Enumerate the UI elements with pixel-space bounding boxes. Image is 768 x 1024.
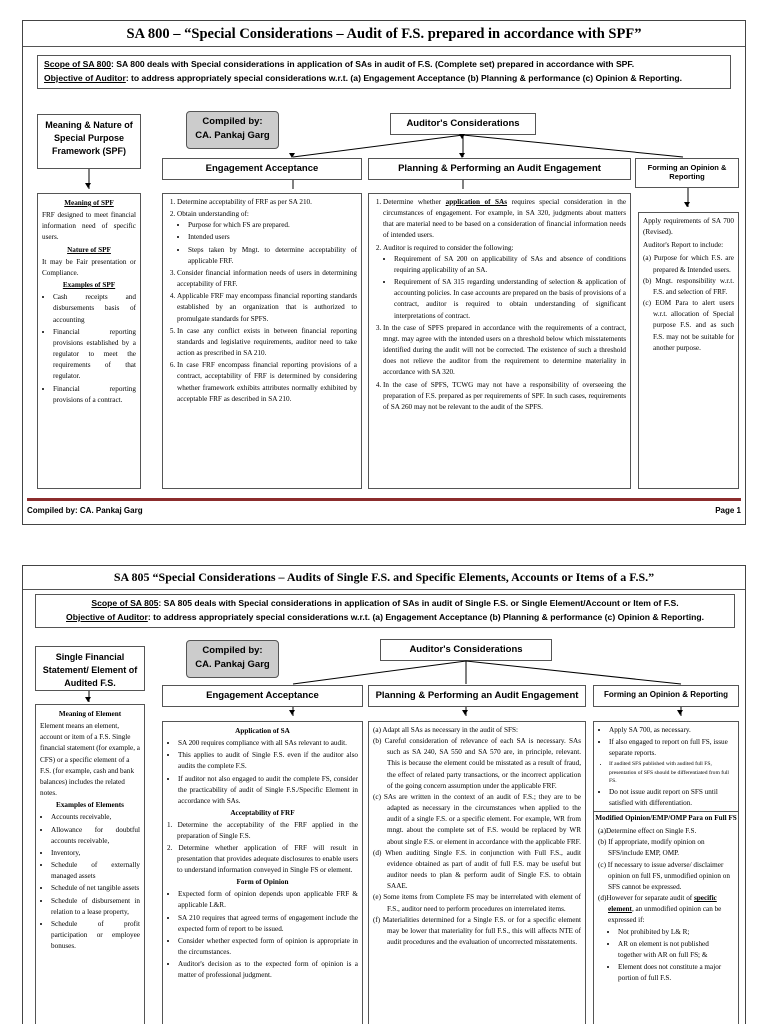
list-item xyxy=(373,736,581,792)
compiled-name: CA. Pankaj Garg xyxy=(195,659,270,671)
list-item-text: Purpose for which F.S. are prepared & Intended users. xyxy=(653,254,734,274)
list-item: • Auditor's decision as to the expected form of opinion is a matter of professional judgment. xyxy=(178,959,358,981)
objective-text: : to address appropriately special considerations w.r.t. (a) Engagement Acceptance (b) Planning & performance (c) Opinion & Reporting. xyxy=(147,611,704,622)
scope-text: : SA 800 deals with Special considerations in application of SAs in audit of F.S. (Complete set) prepared in accordance with SPF. xyxy=(111,59,635,69)
list-item: 4. In the case of SPFS, TCWG may not have a responsibility of overseeing the preparation of F.S. prepared as per requirements of SPF. In such cases, requirements of SA 260 may not be relevant to the audit of the SPFS. xyxy=(383,380,626,413)
list-item: • SA 210 requires that agreed terms of engagement include the expected form of report to be issued. xyxy=(178,913,358,935)
list-letter: (b) xyxy=(373,737,382,746)
spf-meaning-column xyxy=(37,193,141,489)
col-head-planning: Planning & Performing an Audit Engagement xyxy=(368,158,631,180)
list-item: • Intended users xyxy=(188,232,357,243)
list-letter: (d) xyxy=(598,894,607,903)
col-head-planning: Planning & Performing an Audit Engagement xyxy=(368,685,586,707)
list-item-text: If appropriate, modify opinion on SFS/include EMP, OMP. xyxy=(608,838,705,858)
list-letter: (c) xyxy=(598,860,606,869)
acceptance-column xyxy=(162,193,362,489)
list-item: • Purpose for which FS are prepared. xyxy=(188,220,357,231)
list-letter: (d) xyxy=(373,848,382,857)
list-item: • AR on element is not published together with AR on full FS; & xyxy=(618,939,734,961)
list-item: • Element does not constitute a major portion of full F.S. xyxy=(618,962,734,984)
arrow-down-icon xyxy=(289,153,295,158)
opinion-report: Auditor's Report to include: xyxy=(643,241,724,250)
list-item: 1. Determine acceptability of FRF as per SA 210. xyxy=(177,197,357,208)
list-letter: (e) xyxy=(373,893,381,902)
list-item: • If also engaged to report on full FS, issue separate reports. xyxy=(609,737,734,759)
list-item-text: Determine effect on Single F.S. xyxy=(605,827,697,836)
list-item-text: requires special consideration in the circumstances of engagement. For example, in SA 320, judgments about matters that are material need to be based on a consideration of financial information needs of intended users. xyxy=(383,198,627,240)
col-head-opinion: Forming an Opinion & Reporting xyxy=(593,685,739,707)
arrow-down-icon xyxy=(289,710,295,715)
frf-head: Acceptability of FRF xyxy=(230,809,295,818)
list-item: • Cash receipts and disbursements basis of accounting xyxy=(53,292,136,325)
modified-head: Modified Opinion/EMP/OMP Para on Full FS xyxy=(594,811,738,824)
list-item: • Schedule of net tangible assets xyxy=(51,883,140,894)
footer-compiled: Compiled by: CA. Pankaj Garg xyxy=(27,506,143,515)
list-item xyxy=(383,243,626,322)
nature-text: It may be Fair presentation or Compliance. xyxy=(42,257,136,277)
list-item xyxy=(383,197,626,242)
list-item-emphasis: specific element xyxy=(608,894,717,914)
acceptance-column xyxy=(162,721,363,1024)
list-letter: (a) xyxy=(643,254,651,263)
list-item-text: However for separate audit of xyxy=(606,894,693,903)
objective-text: : to address appropriately special considerations w.r.t. (a) Engagement Acceptance (b) Planning & performance (c) Opinion & Reporting. xyxy=(125,72,682,83)
list-item-text: Some items from Complete FS may be interrelated with element of F.S., auditor need to perform procedures on interrelated items. xyxy=(383,893,581,913)
page-2 xyxy=(22,565,746,1024)
list-item-text: SAs are written in the context of an audit of F.S.; they are to be adapted as necessary in the circumstances when applied to the audit of a single F.S. or a specific element. For example, WR from mngt. about the complete set of F.S. would be replaced by WR about single F.S. or element in accordance with the applicable FRF. xyxy=(383,792,582,846)
list-item xyxy=(643,253,734,275)
scope-label: Scope of SA 800 xyxy=(44,59,112,69)
list-item-text: Determine whether xyxy=(383,198,442,206)
list-letter: (f) xyxy=(373,915,381,924)
list-item xyxy=(598,860,734,893)
list-item: • Schedule of profit participation or employee bonuses. xyxy=(51,919,140,952)
list-item xyxy=(598,837,734,859)
col-head-opinion: Forming an Opinion & Reporting xyxy=(635,158,739,188)
list-item: 6. In case FRF encompass financial reporting provisions of a contract, acceptability of FRF is determined by considering whether framework exhibits attributes normally exhibited by acceptable FRF as described in SA 210. xyxy=(177,360,357,405)
list-item: • Expected form of opinion depends upon applicable FRF & applicable L&R. xyxy=(178,889,358,911)
list-item-text: Auditor is required to consider the following: xyxy=(383,243,514,252)
page-title: SA 800 – “Special Considerations – Audit of F.S. prepared in accordance with SPF” xyxy=(126,26,642,42)
list-letter: (c) xyxy=(643,299,651,308)
list-item xyxy=(643,298,734,354)
list-item: • Not prohibited by L& R; xyxy=(618,927,734,938)
list-item: • If auditor not also engaged to audit the complete FS, consider the practicability of audit of Single F.S./Specific Element in accordance with SAs. xyxy=(178,774,358,807)
list-item: • Do not issue audit report on SFS until satisfied with differentiation. xyxy=(609,787,734,809)
list-item xyxy=(373,725,581,736)
meaning-head: Meaning of SPF xyxy=(64,199,114,207)
planning-column xyxy=(368,193,631,489)
list-item: 4. Applicable FRF may encompass financial reporting standards established by an organization that is authorized to promulgate standards for SPFS. xyxy=(177,291,357,324)
list-item: • Inventory, xyxy=(51,848,140,859)
auditors-considerations-box: Auditor's Considerations xyxy=(380,639,552,661)
list-item-text: When auditing Single F.S. in conjunction with Full F.S., audit evidence obtained as part of audit of full F.S. may be useful but auditor needs to plan & perform audit of Single F.S. to obtain SAAE. xyxy=(385,848,581,891)
form-head: Form of Opinion xyxy=(236,878,289,887)
list-letter: (b) xyxy=(643,276,652,285)
element-meaning-column xyxy=(35,704,145,1024)
list-item: • Financial reporting provisions established by a regulator to meet the requirements of that regulator. xyxy=(53,327,136,383)
list-item xyxy=(373,848,581,893)
scope-label: Scope of SA 805 xyxy=(91,598,159,608)
list-item: 1. Determine the acceptability of the FRF applied in the preparation of Single F.S. xyxy=(167,821,358,841)
list-item-text: Mngt. responsibility w.r.t. F.S. and selection of FRF. xyxy=(653,276,734,296)
list-item: • Schedule of disbursement in relation to a lease property, xyxy=(51,896,140,918)
planning-column xyxy=(368,721,586,1024)
list-item-text: , an unmodified opinion can be expressed if: xyxy=(608,905,722,925)
auditors-considerations-box: Auditor's Considerations xyxy=(390,113,536,135)
col-head-acceptance: Engagement Acceptance xyxy=(162,158,362,180)
list-item: 5. In case any conflict exists in between financial reporting standards and legislative requirements, auditor need to take action as prescribed in SA 210. xyxy=(177,326,357,359)
col-head-acceptance: Engagement Acceptance xyxy=(162,685,363,707)
footer-divider xyxy=(27,498,741,501)
list-letter: (b) xyxy=(598,838,607,847)
arrow-down-icon xyxy=(459,134,465,139)
list-letter: (c) xyxy=(373,792,381,801)
list-item: 3. Consider financial information needs of users in determining acceptability of FRF. xyxy=(177,268,357,290)
page-number: Page 1 xyxy=(715,506,741,515)
list-item: • Allowance for doubtful accounts receivable, xyxy=(51,825,140,847)
list-item-text: EOM Para to alert users w.r.t. allocation of Special purpose F.S. and as such F.S. may not be suitable for another purpose. xyxy=(653,299,735,352)
list-item: • Requirement of SA 200 on applicability of SAs and absence of conditions requiring applicability of an SA. xyxy=(394,254,626,276)
objective-label: Objective of Auditor xyxy=(44,72,126,83)
list-item: • Consider whether expected form of opinion is appropriate in the circumstances. xyxy=(178,936,358,958)
opinion-intro: Apply requirements of SA 700 (Revised). xyxy=(643,217,734,237)
compiled-name: CA. Pankaj Garg xyxy=(195,130,270,142)
list-item: 2. Determine whether application of FRF will result in presentation that provides adequate disclosures to enable users to understand information conveyed in Single FS or element. xyxy=(167,843,358,874)
list-item xyxy=(643,276,734,298)
list-item xyxy=(373,792,581,848)
arrow-down-icon xyxy=(85,183,91,188)
list-item: 3. In the case of SPFS prepared in accordance with the requirements of a contract, mngt. may agree with the intended users on a threshold below which misstatements identified during the audit will not be corrected. The existence of such a threshold does not relieve the auditor from the requirement to determine materiality in accordance with SA 320. xyxy=(383,323,626,379)
opinion-column xyxy=(638,212,739,489)
list-item-text: If necessary to issue adverse/ disclaimer opinion on full FS, unmodified opinion on SFS cannot be expressed. xyxy=(607,860,730,891)
list-item-emphasis: application of SAs xyxy=(445,198,508,206)
meaning-box: Meaning & Nature of Special Purpose Framework (SPF) xyxy=(37,114,141,169)
list-item xyxy=(373,892,581,914)
compiled-label: Compiled by: xyxy=(202,645,263,656)
list-item xyxy=(373,915,581,948)
arrow-down-icon xyxy=(677,710,683,715)
examples-head: Examples of SPF xyxy=(62,281,116,290)
page-1 xyxy=(22,20,746,525)
list-item xyxy=(598,826,734,837)
arrow-down-icon xyxy=(459,153,465,158)
list-item xyxy=(177,209,357,267)
list-item-text: Careful consideration of relevance of each SA is necessary. SAs such as SA 240, SA 550 and SA 570 are, in principle, relevant. This is because the element could be misstated as a result of fraud, the effect of related party transactions, or the incorrect application of the going concern assumption under the applicable FRF. xyxy=(384,737,581,790)
compiled-label: Compiled by: xyxy=(202,116,263,127)
objective-label: Objective of Auditor xyxy=(66,611,148,622)
list-item: • Steps taken by Mngt. to determine acceptability of applicable FRF. xyxy=(188,245,357,267)
opinion-column xyxy=(593,721,739,1024)
meaning-text: FRF designed to meet financial information need of specific users. xyxy=(42,211,136,242)
list-item: • If audited SFS published with audited full FS, presentation of SFS should be differentiated from full FS. xyxy=(609,760,734,785)
nature-head: Nature of SPF xyxy=(67,245,111,254)
list-item-text: Materialities determined for a Single F.S. or for a specific element may be lower that materiality for full F.S., this will affects NTE of audit procedures and the evaluation of uncorrected misstatements. xyxy=(382,915,582,946)
application-head: Application of SA xyxy=(235,727,290,735)
arrow-down-icon xyxy=(85,697,91,702)
meaning-head: Meaning of Element xyxy=(58,710,122,718)
meaning-box: Single Financial Statement/ Element of Audited F.S. xyxy=(35,646,145,691)
examples-head: Examples of Elements xyxy=(56,801,124,810)
arrow-down-icon xyxy=(462,710,468,715)
list-item: • SA 200 requires compliance with all SAs relevant to audit. xyxy=(178,738,358,749)
meaning-text: Element means an element, account or item of a F.S. Single financial statement (for example, a CFS) or a specific element of a F.S. (for example, cash and bank balances) includes the related notes. xyxy=(40,722,140,798)
list-item: • Apply SA 700, as necessary. xyxy=(609,725,734,736)
page-footer xyxy=(27,506,741,515)
list-item: • This applies to audit of Single F.S. even if the auditor also audits the complete F.S. xyxy=(178,750,358,772)
page-title: SA 805 “Special Considerations – Audits of Single F.S. and Specific Elements, Accounts or Items of a F.S.” xyxy=(113,570,655,584)
list-item: • Accounts receivable, xyxy=(51,812,140,823)
arrow-down-icon xyxy=(684,202,690,207)
list-letter: (a) xyxy=(373,726,381,734)
list-item-text: Adapt all SAs as necessary in the audit of SFS: xyxy=(382,726,518,734)
list-item xyxy=(598,893,734,926)
list-item: • Schedule of externally managed assets xyxy=(51,860,140,882)
scope-text: : SA 805 deals with Special considerations in application of SAs in audit of Single F.S. or Single Element/Account or Item of F.S. xyxy=(158,598,679,608)
list-letter: (a) xyxy=(598,827,606,836)
list-item-text: Obtain understanding of: xyxy=(177,210,249,219)
list-item: • Requirement of SA 315 regarding understanding of selection & application of accounting policies. In case accounts are prepared on the basis of provisions of a contract, auditor is required to obtain understanding of significant interpretations of contract. xyxy=(394,277,626,322)
list-item: • Financial reporting provisions of a contract. xyxy=(53,384,136,406)
